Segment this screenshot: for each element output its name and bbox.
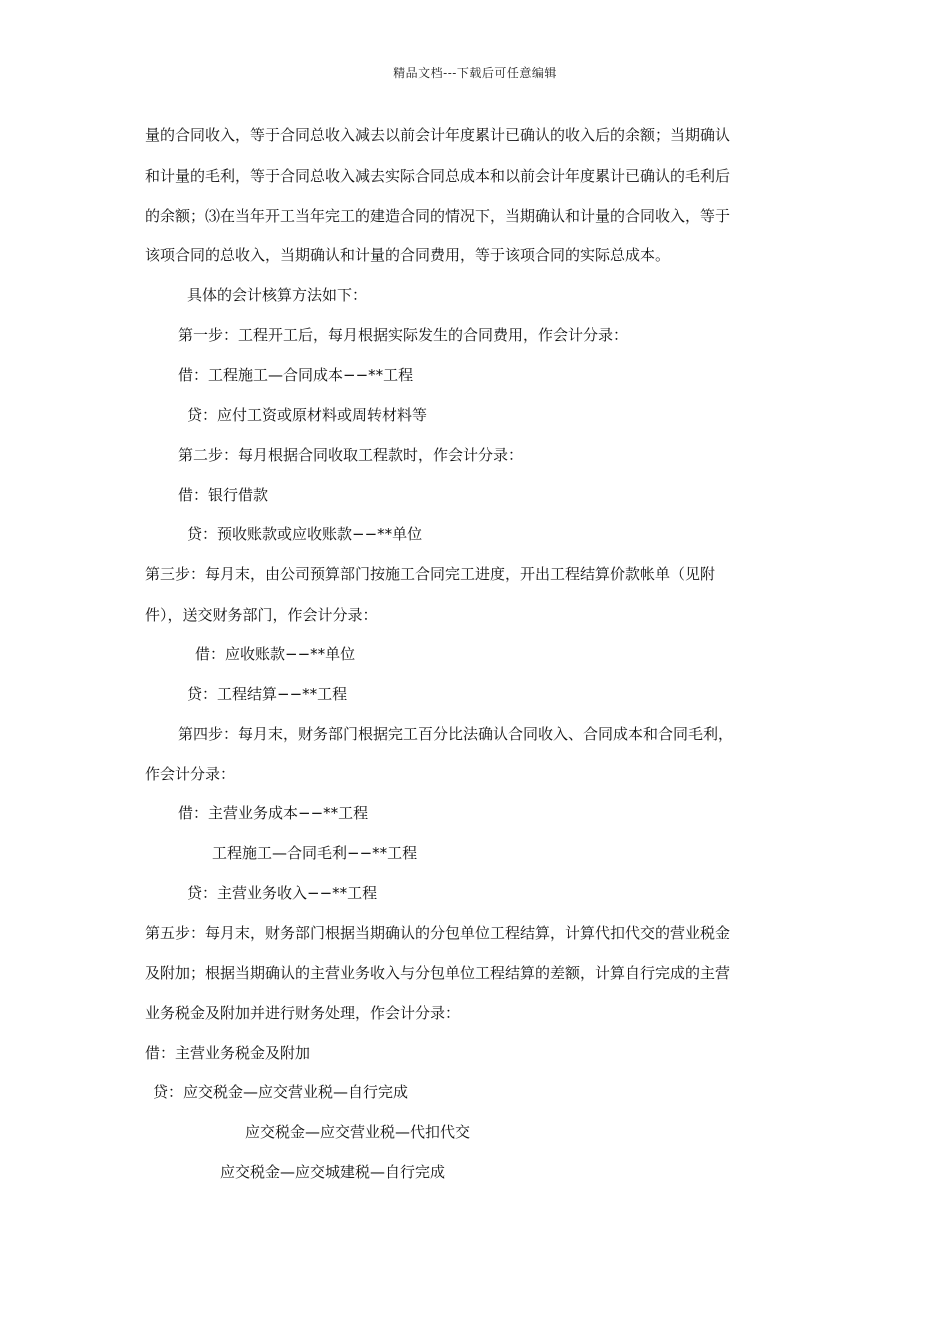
paragraph-line: 和计量的毛利，等于合同总收入减去实际合同总成本和以前会计年度累计已确认的毛利后	[145, 167, 731, 185]
entry-line: 贷：主营业务收入−−**工程	[187, 884, 378, 902]
step-line: 第一步：工程开工后，每月根据实际发生的合同费用，作会计分录：	[178, 326, 629, 344]
step-line: 第三步：每月末，由公司预算部门按施工合同完工进度，开出工程结算价款帐单（见附	[145, 565, 716, 583]
entry-line: 应交税金—应交营业税—代扣代交	[245, 1123, 471, 1141]
paragraph-line: 量的合同收入，等于合同总收入减去以前会计年度累计已确认的收入后的余额；当期确认	[145, 126, 731, 144]
paragraph-line: 的余额；⑶在当年开工当年完工的建造合同的情况下，当期确认和计量的合同收入，等于	[145, 207, 731, 225]
entry-line: 贷：预收账款或应收账款−−**单位	[187, 525, 423, 543]
step-line: 件），送交财务部门，作会计分录：	[145, 606, 378, 624]
step-line: 及附加；根据当期确认的主营业务收入与分包单位工程结算的差额，计算自行完成的主营	[145, 964, 731, 982]
paragraph-line: 该项合同的总收入，当期确认和计量的合同费用，等于该项合同的实际总成本。	[145, 246, 671, 264]
entry-line: 借：应收账款−−**单位	[195, 645, 356, 663]
entry-line: 贷：应付工资或原材料或周转材料等	[187, 406, 428, 424]
step-line: 第五步：每月末，财务部门根据当期确认的分包单位工程结算，计算代扣代交的营业税金	[145, 924, 731, 942]
step-line: 第四步：每月末，财务部门根据完工百分比法确认合同收入、合同成本和合同毛利，	[178, 725, 734, 743]
entry-line: 借：银行借款	[178, 486, 269, 504]
entry-line: 工程施工—合同毛利−−**工程	[212, 844, 418, 862]
entry-line: 应交税金—应交城建税—自行完成	[220, 1163, 446, 1181]
step-line: 第二步：每月根据合同收取工程款时，作会计分录：	[178, 446, 524, 464]
entry-line: 借：工程施工—合同成本−−**工程	[178, 366, 414, 384]
entry-line: 借：主营业务税金及附加	[145, 1044, 311, 1062]
paragraph-line: 具体的会计核算方法如下：	[187, 286, 368, 304]
step-line: 业务税金及附加并进行财务处理，作会计分录：	[145, 1004, 461, 1022]
entry-line: 贷：工程结算−−**工程	[187, 685, 348, 703]
entry-line: 借：主营业务成本−−**工程	[178, 804, 369, 822]
entry-line: 贷：应交税金—应交营业税—自行完成	[153, 1083, 409, 1101]
page-header: 精品文档---下载后可任意编辑	[393, 66, 557, 80]
step-line: 作会计分录：	[145, 765, 236, 783]
